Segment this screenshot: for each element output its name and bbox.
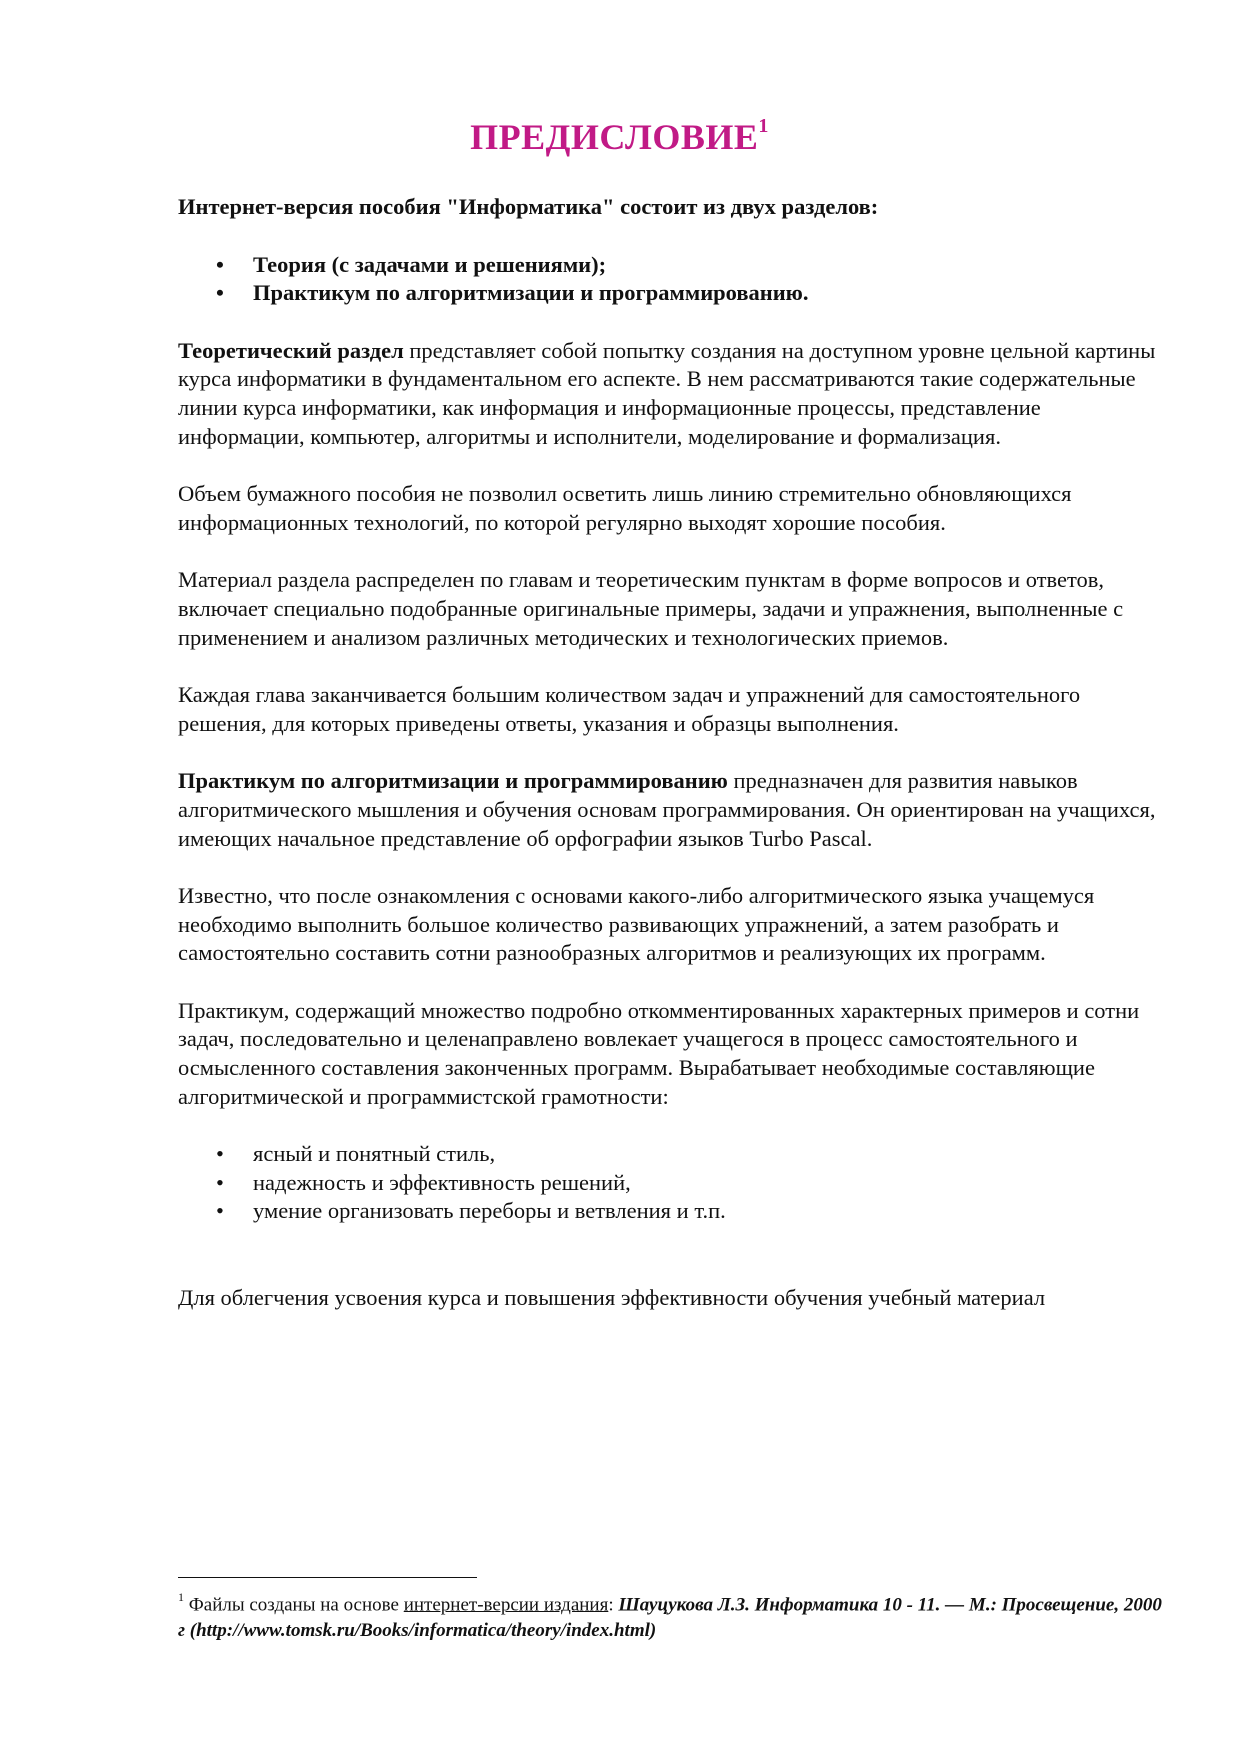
theory-paragraph	[178, 337, 1168, 451]
material-paragraph: Материал раздела распределен по главам и теоретическим пунктам в форме вопросов и ответов, включает специально подобранные оригинальные примеры, задачи и упражнения, выполненные с применением и анализом различных методических и технологических приемов.	[178, 567, 1124, 650]
theory-text: представляет собой попытку создания на доступном уровне цельной картины курса информатики в фундаментальном его аспекте. В нем рассматриваются такие содержательные линии курса информатики, как информация и информационные процессы, представление информации, компьютер, алгоритмы и исполнители, моделирование и формализация.	[178, 337, 1156, 449]
document-body	[178, 193, 1168, 1342]
page-title-text: ПРЕДИСЛОВИЕ	[470, 117, 759, 157]
list-item: • ясный и понятный стиль,	[178, 1140, 1168, 1169]
intro-paragraph: Интернет-версия пособия "Информатика" состоит из двух разделов:	[178, 194, 879, 219]
footnote	[178, 1586, 1168, 1644]
footnote-reference: Шауцукова Л.З. Информатика 10 - 11. — М.: Просвещение, 2000 г (http://www.tomsk.ru/Books/informatica/theory/index.html)	[178, 1594, 1162, 1642]
list-item: • Теория (с задачами и решениями);	[178, 251, 1168, 280]
practicum-intro-paragraph	[178, 767, 1168, 853]
practicum-paragraph: Практикум, содержащий множество подробно откомментированных характерных примеров и сотни задач, последовательно и целенаправлено вовлекает учащегося в процесс самостоятельного и осмысленного составления законченных программ. Вырабатывает необходимые составляющие алгоритмической и программистской грамотности:	[178, 997, 1140, 1109]
skills-list	[178, 1140, 1168, 1226]
sections-list	[178, 251, 1168, 308]
footnote-source-link[interactable]: интернет-версии издания	[403, 1594, 609, 1616]
footnote-mark: 1	[178, 1590, 184, 1604]
theory-lead: Теоретический раздел	[178, 337, 404, 363]
volume-paragraph: Объем бумажного пособия не позволил осветить лишь линию стремительно обновляющихся информационных технологий, по которой регулярно выходят хорошие пособия.	[178, 481, 1072, 535]
final-paragraph: Для облегчения усвоения курса и повышения эффективности обучения учебный материал	[178, 1285, 1046, 1311]
list-item: • надежность и эффективность решений,	[178, 1169, 1168, 1198]
chapter-paragraph: Каждая глава заканчивается большим количеством задач и упражнений для самостоятельного решения, для которых приведены ответы, указания и образцы выполнения.	[178, 682, 1081, 736]
footnote-separator	[178, 1577, 477, 1578]
footnote-prefix: Файлы созданы на основе	[184, 1594, 404, 1616]
list-item: • Практикум по алгоритмизации и программированию.	[178, 279, 1168, 308]
list-item: • умение организовать переборы и ветвления и т.п.	[178, 1197, 1168, 1226]
known-paragraph: Известно, что после ознакомления с основами какого-либо алгоритмического языка учащемуся необходимо выполнить большое количество развивающих упражнений, а затем разобрать и самостоятельно составить сотни разнообразных алгоритмов и реализующих их программ.	[178, 883, 1095, 966]
title-footnote-mark[interactable]: 1	[758, 115, 769, 137]
footnote-colon: :	[608, 1594, 619, 1616]
practicum-lead: Практикум по алгоритмизации и программированию	[178, 768, 728, 794]
practicum-text: предназначен для развития навыков алгоритмического мышления и обучения основам программирования. Он ориентирован на учащихся, имеющих начальное представление об орфографии языков Turbo Pascal.	[178, 768, 1156, 851]
page-title	[0, 116, 1239, 158]
